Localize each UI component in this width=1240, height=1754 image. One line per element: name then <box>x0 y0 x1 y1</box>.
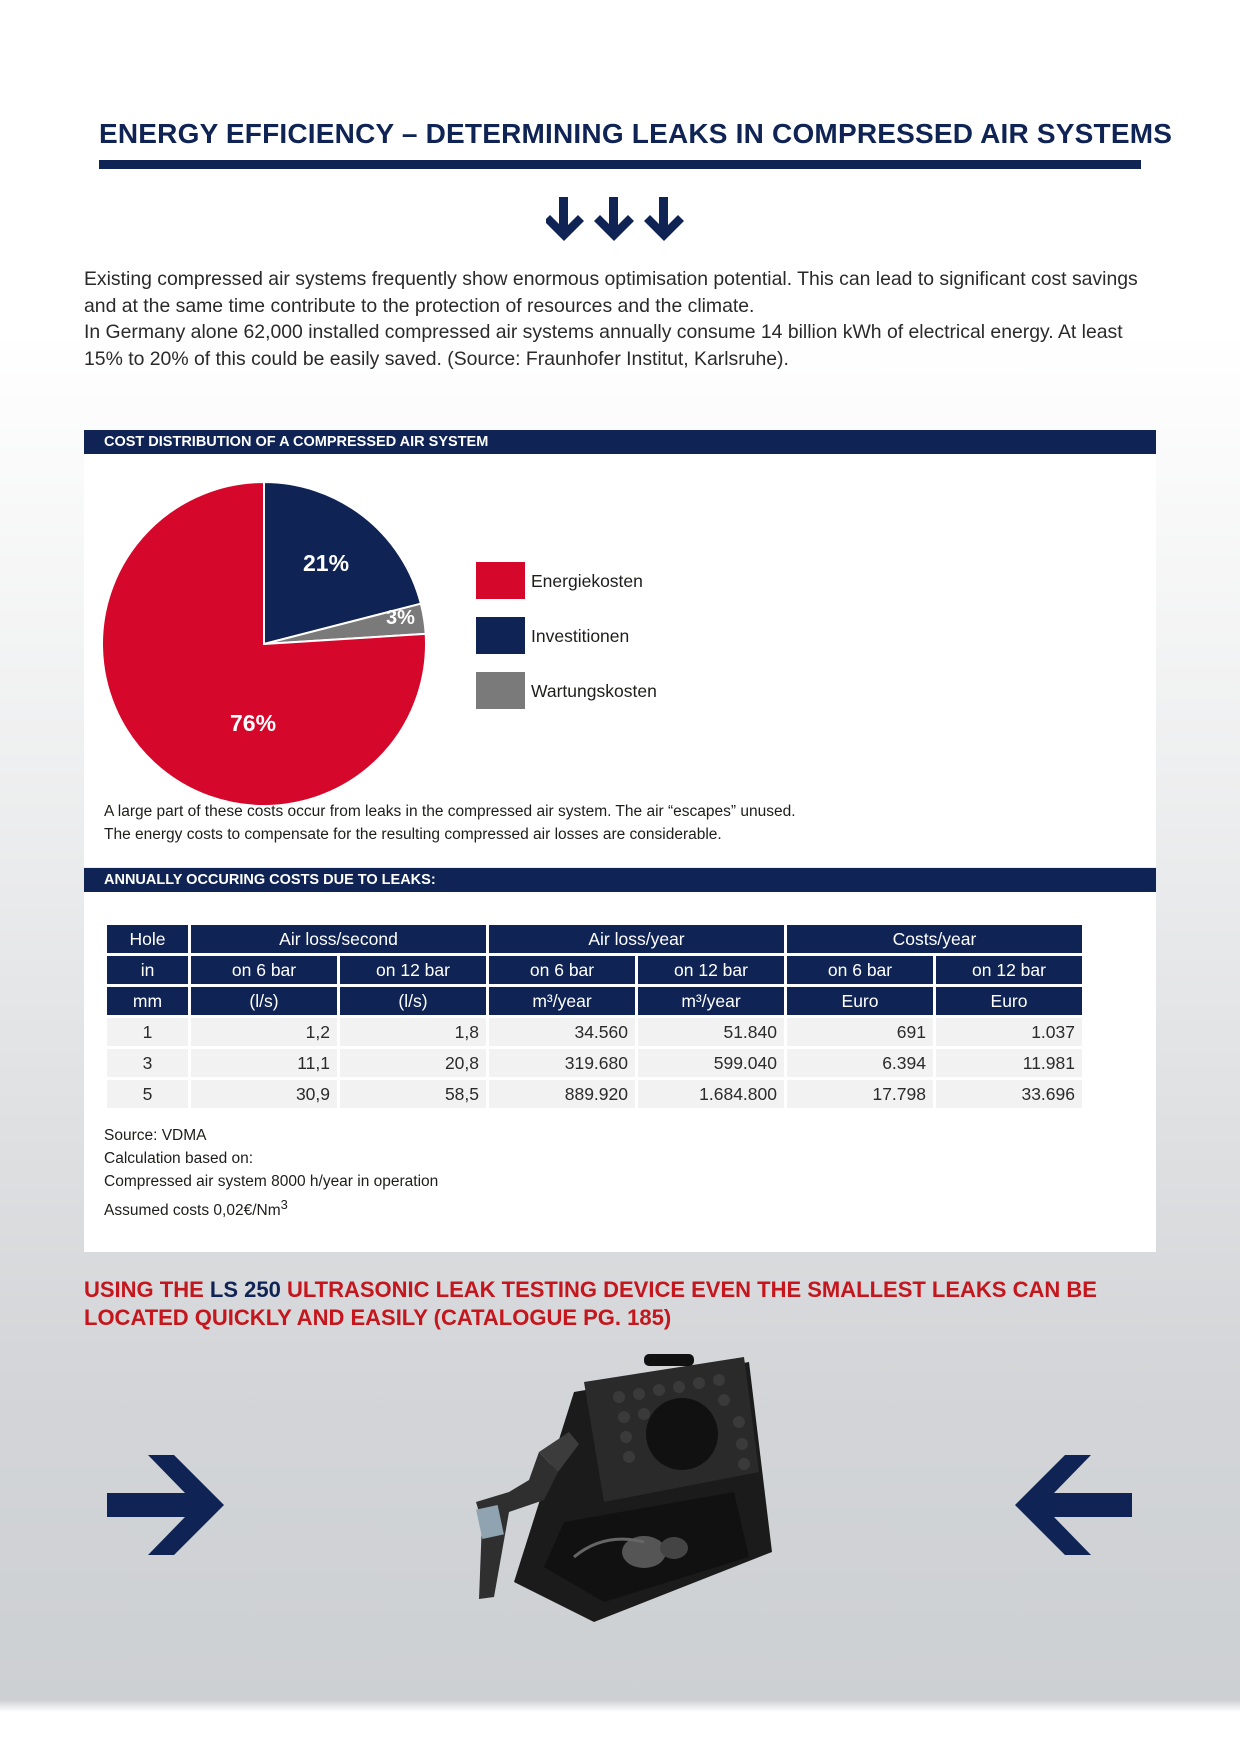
table-cell: 33.696 <box>936 1080 1082 1108</box>
cta-part1: USING THE <box>84 1277 210 1302</box>
table-header-row <box>107 987 1082 1015</box>
table-cell: 691 <box>787 1018 933 1046</box>
table-cell: 51.840 <box>638 1018 784 1046</box>
ultrasonic-leak-tester-case-image <box>454 1352 784 1628</box>
cost-distribution-heading: COST DISTRIBUTION OF A COMPRESSED AIR SYSTEM <box>84 430 1156 454</box>
header-cell: Air loss/second <box>191 925 486 953</box>
header-cell: Costs/year <box>787 925 1082 953</box>
arrow-down-icon <box>546 197 584 241</box>
cost-distribution-panel <box>84 430 1156 867</box>
table-row <box>107 1049 1082 1077</box>
intro-paragraph: In Germany alone 62,000 installed compressed air systems annually consume 14 billion kWh of electrical energy. At least 15% to 20% of this could be easily saved. (Source: Fraunhofer Institut, Karlsruhe). <box>84 321 1123 370</box>
source-line-costs <box>104 1193 438 1222</box>
leak-costs-table <box>104 922 1085 1111</box>
cta-text <box>84 1276 1174 1332</box>
header-cell: on 6 bar <box>787 956 933 984</box>
header-cell: (l/s) <box>191 987 337 1015</box>
table-cell: 1.037 <box>936 1018 1082 1046</box>
cta-part2: ULTRASONIC LEAK TESTING DEVICE EVEN THE SMALLEST LEAKS CAN BE LOCATED QUICKLY AND EASILY (CATALOGUE PG. 185) <box>84 1277 1097 1330</box>
table-cell: 1.684.800 <box>638 1080 784 1108</box>
cost-note <box>104 800 796 846</box>
table-cell: 319.680 <box>489 1049 635 1077</box>
table-cell: 58,5 <box>340 1080 486 1108</box>
intro-text <box>84 266 1164 372</box>
note-line: The energy costs to compensate for the resulting compressed air losses are considerable. <box>104 826 722 843</box>
intro-paragraph: Existing compressed air systems frequently show enormous optimisation potential. This can lead to significant cost savings and at the same time contribute to the protection of resources and the climate. <box>84 268 1138 317</box>
note-line: A large part of these costs occur from leaks in the compressed air system. The air “escapes” unused. <box>104 803 796 820</box>
legend-label: Energiekosten <box>531 571 643 591</box>
header-cell: mm <box>107 987 188 1015</box>
source-line: Compressed air system 8000 h/year in operation <box>104 1173 439 1190</box>
header-cell: m³/year <box>638 987 784 1015</box>
source-line: Source: VDMA <box>104 1127 207 1144</box>
superscript: 3 <box>280 1197 288 1212</box>
table-cell: 11,1 <box>191 1049 337 1077</box>
header-cell: on 12 bar <box>936 956 1082 984</box>
arrow-down-icon <box>594 197 634 241</box>
table-cell: 1,8 <box>340 1018 486 1046</box>
legend-item-wartungskosten <box>476 672 776 710</box>
header-cell: on 12 bar <box>638 956 784 984</box>
header-cell: Hole <box>107 925 188 953</box>
cta-product-name: LS 250 <box>209 1277 281 1302</box>
header-cell: Euro <box>936 987 1082 1015</box>
down-arrows-group <box>546 195 696 245</box>
table-cell: 889.920 <box>489 1080 635 1108</box>
source-line: Calculation based on: <box>104 1150 254 1167</box>
table-cell: 599.040 <box>638 1049 784 1077</box>
pie-label-wartungskosten: 3% <box>386 607 415 629</box>
pie-label-energiekosten: 76% <box>230 710 277 736</box>
header-cell: Euro <box>787 987 933 1015</box>
table-cell: 3 <box>107 1049 188 1077</box>
table-cell: 6.394 <box>787 1049 933 1077</box>
legend-swatch <box>476 617 525 654</box>
arrow-left-icon <box>1004 1450 1132 1560</box>
legend-swatch <box>476 672 525 709</box>
cost-pie-chart <box>100 480 428 808</box>
legend-swatch <box>476 562 525 599</box>
table-cell: 20,8 <box>340 1049 486 1077</box>
table-cell: 30,9 <box>191 1080 337 1108</box>
leak-costs-heading: ANNUALLY OCCURING COSTS DUE TO LEAKS: <box>84 868 1156 892</box>
header-cell: (l/s) <box>340 987 486 1015</box>
header-cell: Air loss/year <box>489 925 784 953</box>
table-cell: 1 <box>107 1018 188 1046</box>
legend-item-energiekosten <box>476 562 776 600</box>
table-header-row <box>107 956 1082 984</box>
arrow-down-icon <box>644 197 684 241</box>
header-cell: on 6 bar <box>191 956 337 984</box>
header-cell: in <box>107 956 188 984</box>
table-cell: 34.560 <box>489 1018 635 1046</box>
title-rule <box>99 160 1141 169</box>
header-cell: on 12 bar <box>340 956 486 984</box>
legend-label: Investitionen <box>531 626 630 646</box>
legend-label: Wartungskosten <box>531 681 657 701</box>
header-cell: m³/year <box>489 987 635 1015</box>
table-source <box>104 1124 438 1222</box>
leak-costs-panel <box>84 868 1156 1252</box>
header-cell: on 6 bar <box>489 956 635 984</box>
table-row <box>107 1018 1082 1046</box>
table-row <box>107 1080 1082 1108</box>
arrow-right-icon <box>107 1450 235 1560</box>
table-cell: 17.798 <box>787 1080 933 1108</box>
source-costs-text: Assumed costs 0,02€/Nm <box>104 1202 281 1220</box>
table-cell: 11.981 <box>936 1049 1082 1077</box>
table-header-row <box>107 925 1082 953</box>
table-cell: 5 <box>107 1080 188 1108</box>
table-cell: 1,2 <box>191 1018 337 1046</box>
legend-item-investitionen <box>476 617 776 655</box>
page-title: ENERGY EFFICIENCY – DETERMINING LEAKS IN COMPRESSED AIR SYSTEMS <box>99 118 1173 149</box>
pie-label-investitionen: 21% <box>303 550 350 576</box>
